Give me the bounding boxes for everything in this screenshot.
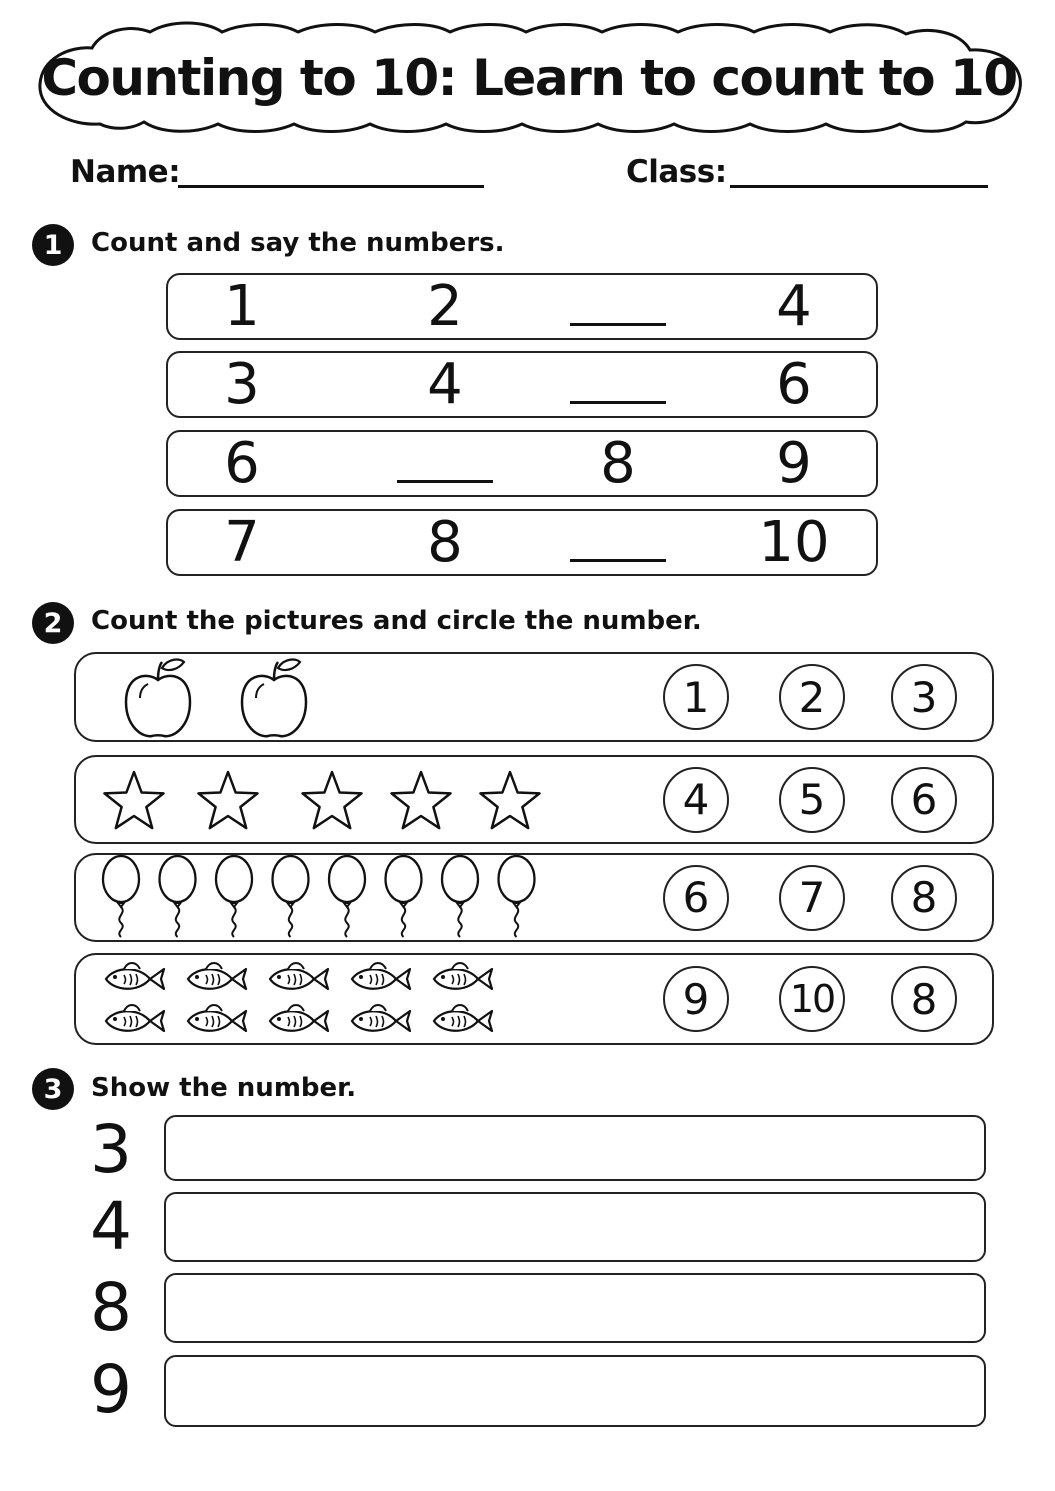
answer-blank[interactable] [570, 323, 666, 326]
fish-icon [270, 963, 328, 989]
choice-circle[interactable]: 8 [891, 966, 957, 1032]
drawing-box[interactable] [164, 1192, 986, 1262]
star-icon [105, 772, 164, 828]
choice-circle[interactable]: 6 [663, 865, 729, 931]
target-number: 3 [90, 1111, 132, 1188]
name-line[interactable] [178, 185, 484, 188]
choice-circle[interactable]: 1 [663, 664, 729, 730]
name-label: Name: [70, 154, 181, 190]
sequence-number: 4 [776, 274, 812, 339]
choice-circle[interactable]: 8 [891, 865, 957, 931]
picture-row [74, 853, 994, 942]
sequence-number: 6 [776, 352, 812, 417]
balloon-icon [160, 856, 196, 937]
sequence-number: 6 [224, 431, 260, 496]
answer-blank[interactable] [397, 480, 493, 483]
fish-icon [106, 1005, 164, 1031]
section-2-badge: 2 [32, 602, 74, 644]
drawing-box[interactable] [164, 1115, 986, 1181]
drawing-box[interactable] [164, 1355, 986, 1427]
sequence-row [166, 351, 878, 418]
picture-row [74, 953, 994, 1045]
fish-icon [106, 963, 164, 989]
sequence-number: 10 [758, 510, 830, 575]
choice-circle[interactable]: 6 [891, 767, 957, 833]
balloon-icon [273, 856, 309, 937]
sequence-row [166, 509, 878, 576]
choice-circle[interactable]: 4 [663, 767, 729, 833]
choice-circle[interactable]: 5 [779, 767, 845, 833]
target-number: 4 [90, 1188, 132, 1265]
picture-group [76, 955, 676, 1047]
sequence-number: 4 [427, 352, 463, 417]
sequence-number: 3 [224, 352, 260, 417]
sequence-row [166, 430, 878, 497]
target-number: 8 [90, 1269, 132, 1346]
picture-row [74, 652, 994, 742]
balloon-icon [499, 856, 535, 937]
picture-row [74, 755, 994, 844]
star-icon [392, 772, 451, 828]
star-icon [481, 772, 540, 828]
sequence-number: 8 [427, 510, 463, 575]
choice-circle[interactable]: 7 [779, 865, 845, 931]
section-2-title: Count the pictures and circle the number. [91, 606, 702, 636]
fish-icon [188, 1005, 246, 1031]
balloon-icon [216, 856, 252, 937]
picture-group [76, 855, 676, 944]
answer-blank[interactable] [570, 559, 666, 562]
class-line[interactable] [730, 185, 988, 188]
sequence-number: 8 [600, 431, 636, 496]
choice-circle[interactable]: 9 [663, 966, 729, 1032]
balloon-icon [386, 856, 422, 937]
sequence-number: 2 [427, 274, 463, 339]
fish-icon [270, 1005, 328, 1031]
picture-group [76, 757, 676, 846]
star-icon [199, 772, 258, 828]
balloon-icon [103, 856, 139, 937]
choice-circle[interactable]: 10 [779, 966, 845, 1032]
sequence-row [166, 273, 878, 340]
section-3-badge: 3 [32, 1068, 74, 1110]
fish-icon [434, 963, 492, 989]
fish-icon [188, 963, 246, 989]
fish-icon [434, 1005, 492, 1031]
balloon-icon [329, 856, 365, 937]
section-3-title: Show the number. [91, 1073, 357, 1103]
star-icon [303, 772, 362, 828]
class-label: Class: [626, 154, 727, 190]
sequence-number: 9 [776, 431, 812, 496]
choice-circle[interactable]: 2 [779, 664, 845, 730]
section-1-title: Count and say the numbers. [91, 228, 505, 258]
picture-group [76, 654, 676, 744]
target-number: 9 [90, 1351, 132, 1428]
sequence-number: 1 [224, 274, 260, 339]
answer-blank[interactable] [570, 401, 666, 404]
apple-icon [126, 660, 190, 737]
fish-icon [352, 1005, 410, 1031]
apple-icon [242, 660, 306, 737]
balloon-icon [442, 856, 478, 937]
page-title: Counting to 10: Learn to count to 10 [41, 49, 1017, 107]
fish-icon [352, 963, 410, 989]
sequence-number: 7 [224, 510, 260, 575]
drawing-box[interactable] [164, 1273, 986, 1343]
section-1-badge: 1 [32, 224, 74, 266]
choice-circle[interactable]: 3 [891, 664, 957, 730]
